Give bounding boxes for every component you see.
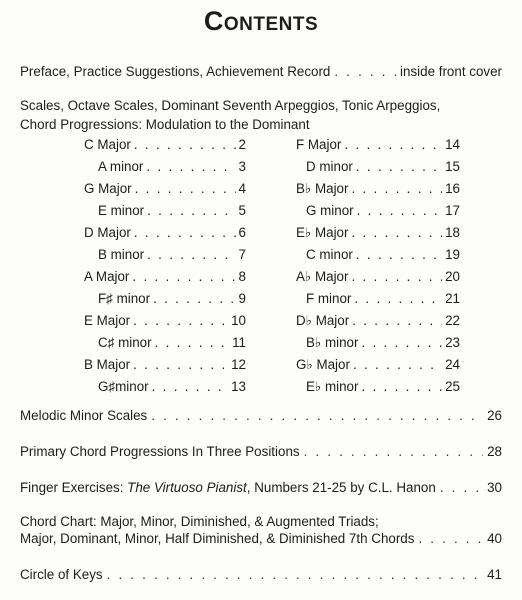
key-label: A♭ Major [296,269,349,284]
key-label: A minor [98,159,144,174]
dot-leader [133,313,228,328]
key-page: 7 [238,247,246,262]
key-label: E♭ Major [296,225,349,240]
toc-label [20,480,436,495]
toc-key-entry[interactable] [296,137,460,152]
key-label: D♭ Major [296,313,350,328]
key-label: C minor [306,247,353,262]
dot-leader [334,64,396,79]
toc-key-entry[interactable] [98,203,246,218]
key-page: 8 [238,269,246,284]
key-page: 12 [231,357,246,372]
toc-key-entry[interactable] [306,203,460,218]
dot-leader [353,357,442,372]
toc-entry-preface[interactable] [20,64,502,79]
toc-page: 40 [487,531,502,546]
key-label: E minor [98,203,145,218]
chord-chart-line-1: Chord Chart: Major, Minor, Diminished, & Augmented Triads; [20,514,379,529]
key-page: 21 [445,291,460,306]
key-page: 24 [445,357,460,372]
dot-leader [132,269,235,284]
key-page: 17 [445,203,460,218]
toc-key-entry[interactable] [296,269,460,285]
dot-leader [440,480,483,495]
toc-key-entry[interactable] [296,181,460,197]
dot-leader [153,291,235,306]
toc-label: Melodic Minor Scales [20,408,148,423]
dot-leader [147,203,235,218]
key-page: 13 [231,379,246,394]
toc-key-entry[interactable] [98,335,246,350]
toc-entry-finger-exercises[interactable] [20,480,502,495]
page-title [0,6,522,37]
key-page: 15 [445,159,460,174]
dot-leader [418,531,483,546]
dot-leader [352,313,442,328]
toc-label: Circle of Keys [20,567,103,582]
dot-leader [304,444,484,459]
key-label: D minor [306,159,353,174]
toc-label: Primary Chord Progressions In Three Positions [20,444,300,459]
toc-key-entry[interactable] [296,357,460,373]
toc-key-entry[interactable] [296,225,460,241]
scales-heading-line-1: Scales, Octave Scales, Dominant Seventh Arpeggios, Tonic Arpeggios, [20,98,441,113]
key-page: 2 [238,137,246,152]
key-label: G minor [306,203,354,218]
key-label: B♭ minor [306,335,359,350]
key-label: G♯minor [98,379,149,394]
toc-key-entry[interactable] [306,159,460,174]
key-page: 14 [445,137,460,152]
key-label: B Major [84,357,131,372]
key-label: F Major [296,137,342,152]
dot-leader [107,567,483,582]
toc-key-entry[interactable] [306,379,460,395]
toc-entry-primary-chords[interactable] [20,444,502,459]
toc-key-entry[interactable] [84,313,246,328]
toc-key-entry[interactable] [84,269,246,284]
key-page: 16 [445,181,460,196]
toc-key-entry[interactable] [98,291,246,306]
dot-leader [357,203,442,218]
toc-page: inside front cover [400,64,502,79]
toc-label-prefix: Finger Exercises: [20,480,128,495]
key-label: G♭ Major [296,357,350,372]
dot-leader [356,247,442,262]
key-page: 25 [445,379,460,394]
dot-leader [134,137,236,152]
key-label: B♭ Major [296,181,349,196]
dot-leader [133,357,228,372]
key-label: D Major [84,225,131,240]
dot-leader [356,159,442,174]
toc-label: Major, Dominant, Minor, Half Diminished, & Diminished 7th Chords [20,531,415,546]
key-page: 19 [445,247,460,262]
key-label: G Major [84,181,132,196]
key-page: 23 [445,335,460,350]
key-page: 5 [238,203,246,218]
key-label: A Major [84,269,130,284]
page-title-text: Contents [203,6,319,36]
key-page: 10 [231,313,246,328]
toc-entry-circle-of-keys[interactable] [20,567,502,582]
key-page: 9 [238,291,246,306]
dot-leader [351,225,442,240]
key-label: C Major [84,137,131,152]
toc-label: Preface, Practice Suggestions, Achievement Record [20,64,331,79]
key-page: 4 [238,181,246,196]
toc-key-entry[interactable] [98,247,246,262]
toc-page: 41 [487,567,502,582]
dot-leader [155,335,230,350]
dot-leader [152,379,228,394]
dot-leader [147,247,235,262]
key-label: B minor [98,247,145,262]
dot-leader [361,379,442,394]
key-page: 22 [445,313,460,328]
toc-key-entry[interactable] [306,335,460,351]
key-label: C♯ minor [98,335,152,350]
key-page: 3 [238,159,246,174]
toc-label-book-title: The Virtuoso Pianist [127,480,247,495]
toc-page: 30 [487,480,502,495]
toc-key-entry[interactable] [84,181,246,196]
key-page: 20 [445,269,460,284]
toc-key-entry[interactable] [98,159,246,174]
toc-key-entry[interactable] [306,247,460,262]
toc-key-entry[interactable] [84,137,246,152]
dot-leader [351,181,442,196]
key-label: E Major [84,313,131,328]
key-label: E♭ minor [306,379,359,394]
dot-leader [134,225,236,240]
key-page: 6 [238,225,246,240]
key-page: 18 [445,225,460,240]
dot-leader [354,291,442,306]
dot-leader [361,335,442,350]
toc-key-entry[interactable] [306,291,460,306]
key-label: F♯ minor [98,291,151,306]
toc-entry-chord-chart[interactable] [20,531,502,546]
key-label: F minor [306,291,352,306]
dot-leader [151,408,483,423]
toc-key-entry[interactable] [296,313,460,329]
dot-leader [351,269,442,284]
scales-heading-line-2: Chord Progressions: Modulation to the Dominant [20,117,310,132]
dot-leader [146,159,235,174]
toc-label-suffix: , Numbers 21-25 by C.L. Hanon [246,480,436,495]
toc-page: 26 [487,408,502,423]
dot-leader [135,181,236,196]
key-page: 11 [232,335,246,350]
toc-page: 28 [487,444,502,459]
toc-key-entry[interactable] [84,357,246,372]
toc-entry-melodic-minor[interactable] [20,408,502,423]
dot-leader [344,137,442,152]
toc-key-entry[interactable] [84,225,246,240]
toc-key-entry[interactable] [98,379,246,394]
